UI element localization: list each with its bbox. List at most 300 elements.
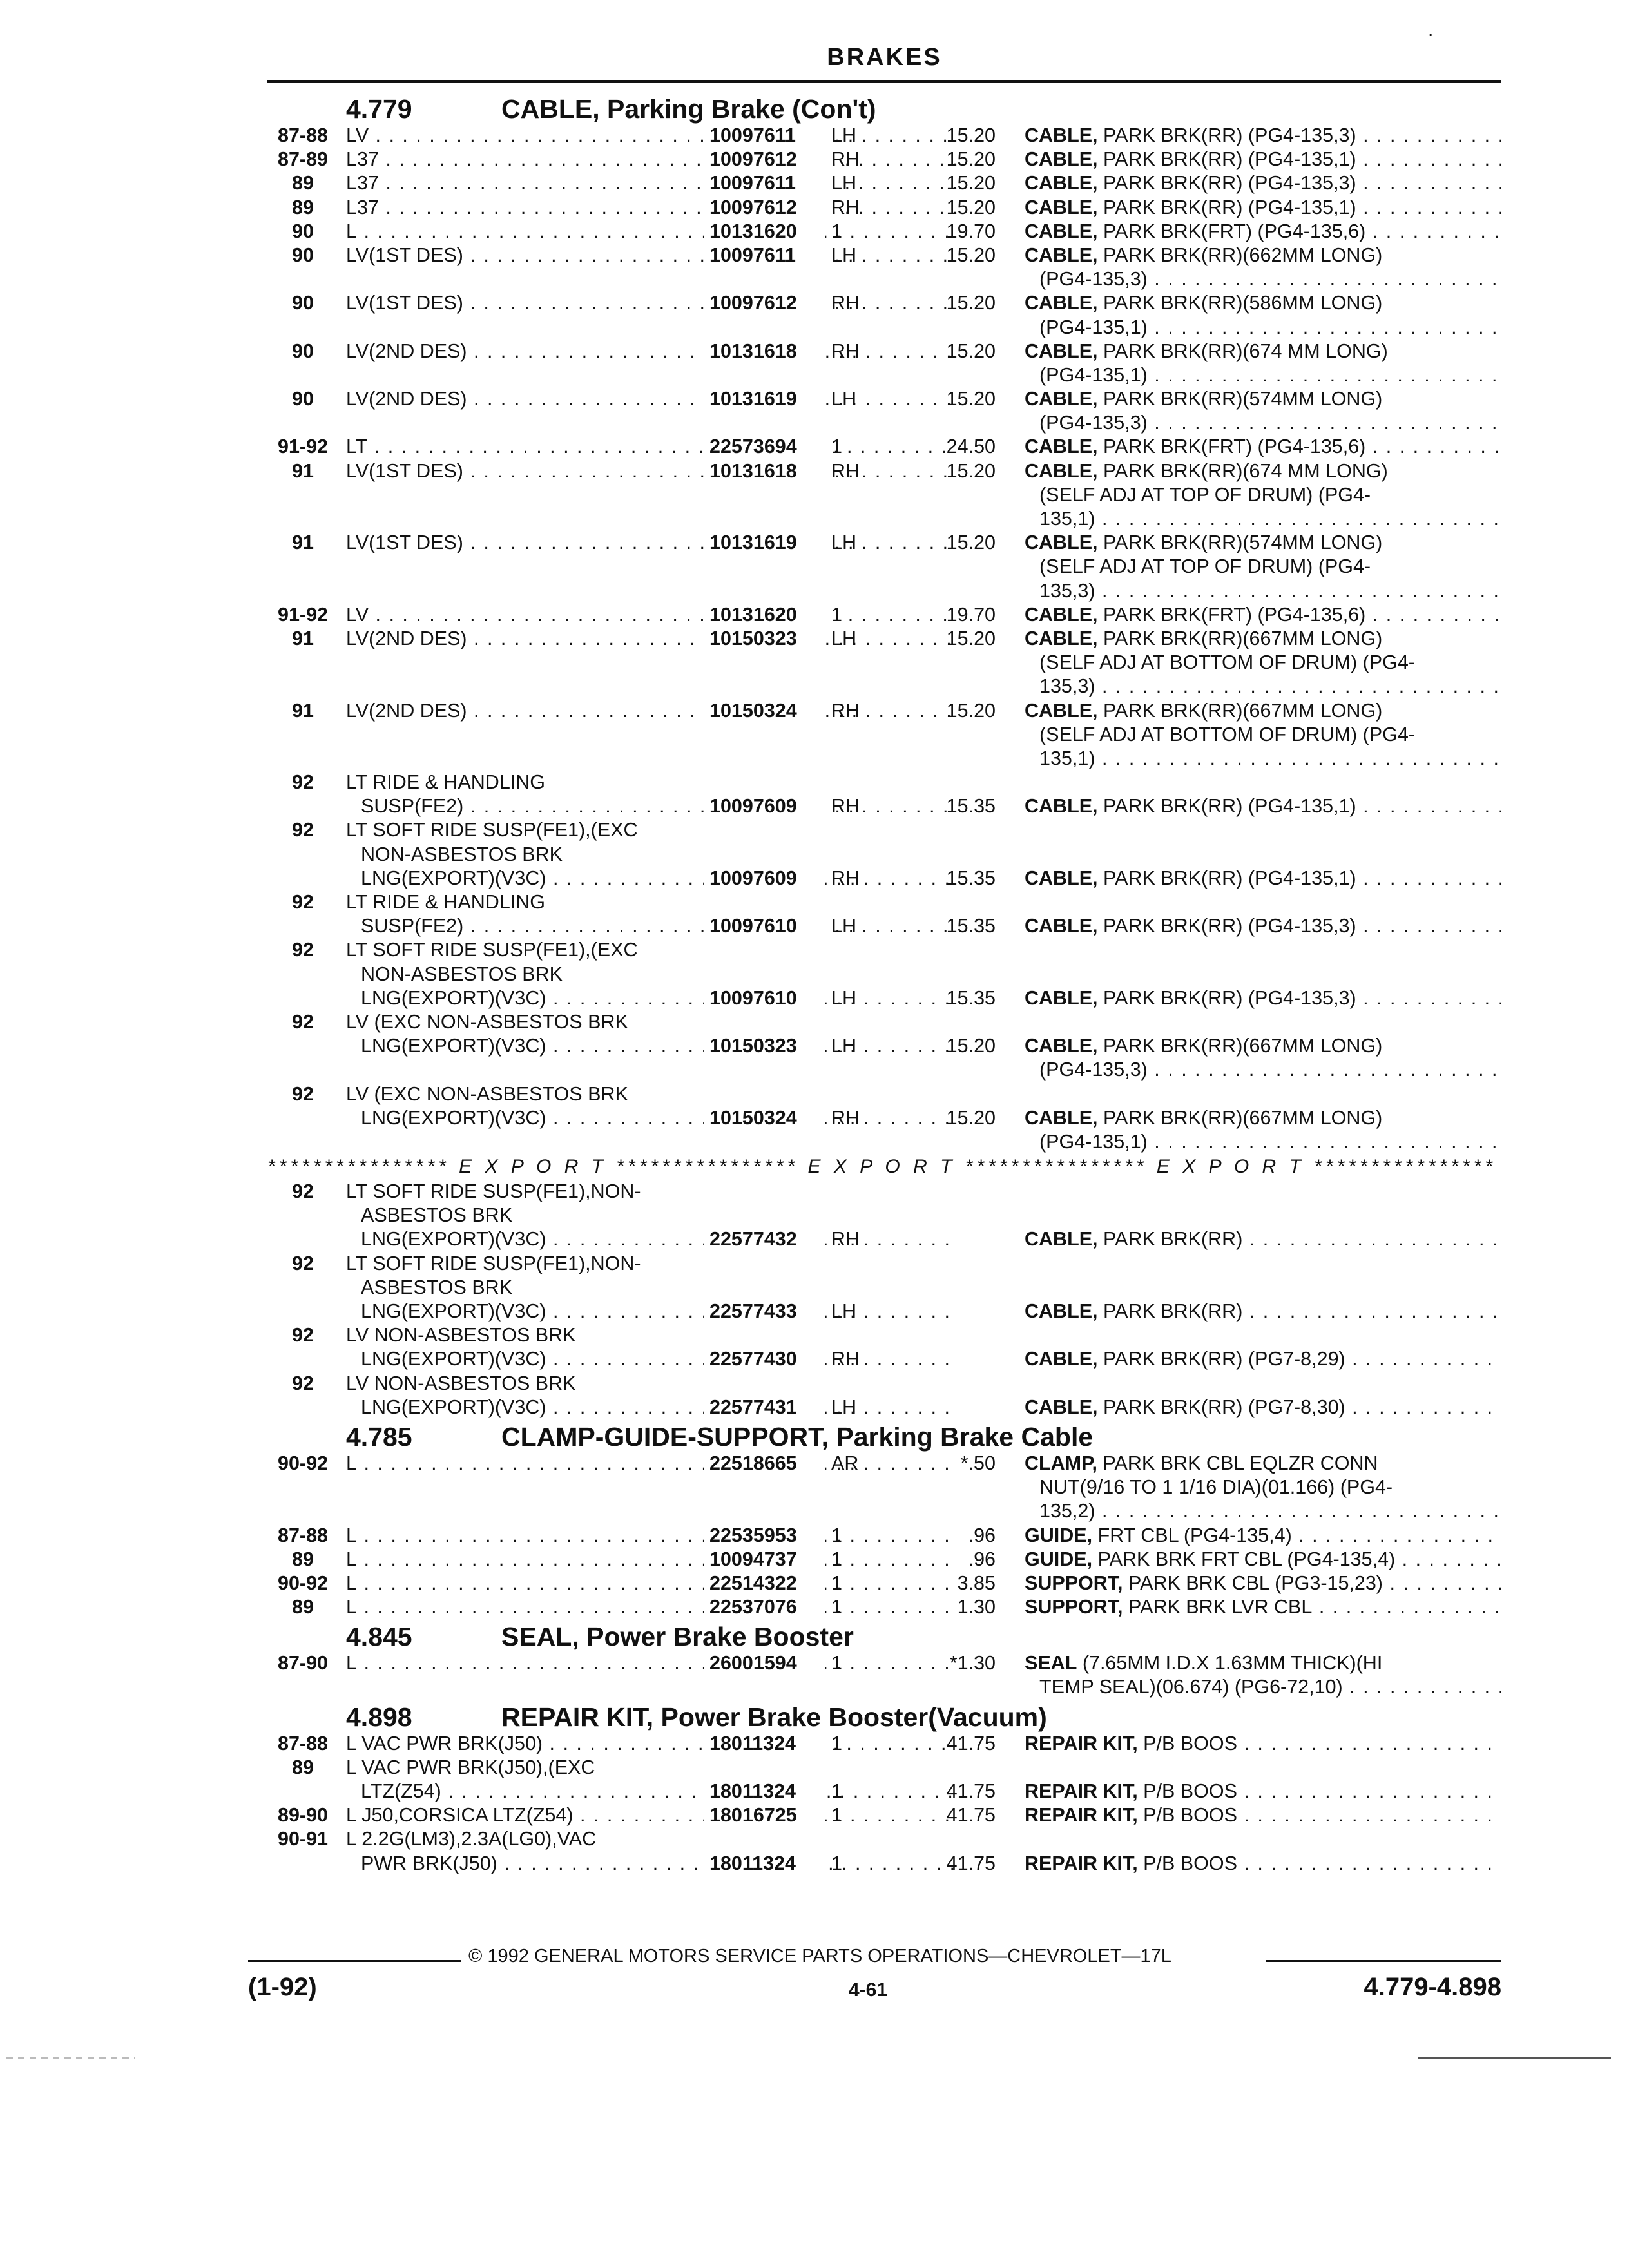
- model-description: L37 . . .: [346, 171, 956, 195]
- part-number: 22577432: [704, 1227, 825, 1251]
- part-detail: (SELF ADJ AT TOP OF DRUM) (PG4-: [1039, 483, 1371, 506]
- entry-line: [267, 555, 1501, 579]
- section-title-text: Power Brake Booster: [579, 1622, 854, 1652]
- part-detail: PARK BRK(RR) (PG4-135,1): [1103, 867, 1356, 889]
- part-entry: [267, 1595, 1501, 1619]
- model-year: 90: [292, 388, 314, 410]
- entry-line: [267, 1780, 1501, 1803]
- model-year: 90-92: [277, 1571, 328, 1594]
- part-description: [1039, 411, 1501, 435]
- entry-line: [267, 1082, 1501, 1106]
- model-description: LV(1ST DES) . . .: [346, 244, 956, 267]
- part-name: CABLE,: [1025, 1228, 1098, 1251]
- model-description: L . . .: [346, 1452, 956, 1475]
- model-description: LNG(EXPORT)(V3C) . . .: [361, 1396, 956, 1419]
- part-detail: PARK BRK(RR)(674 MM LONG): [1103, 459, 1388, 482]
- model-description: LV . . .: [346, 124, 956, 148]
- model-description: L . . .: [346, 1595, 956, 1619]
- part-detail: PARK BRK CBL EQLZR CONN: [1103, 1452, 1378, 1474]
- part-description: [1025, 1034, 1501, 1058]
- model-year: 92: [292, 819, 314, 841]
- model-description: LV(1ST DES) . . .: [346, 531, 956, 555]
- part-name: CABLE,: [1025, 867, 1098, 889]
- part-number: 22577433: [704, 1300, 825, 1323]
- quantity: RH: [831, 1228, 860, 1251]
- part-name: CABLE,: [1025, 699, 1098, 722]
- part-detail: PARK BRK(RR)(674 MM LONG): [1103, 340, 1388, 362]
- part-entry: [267, 890, 1501, 938]
- part-detail: P/B BOOS: [1143, 1852, 1237, 1874]
- model-description: LT SOFT RIDE SUSP(FE1),(EXC: [346, 819, 638, 841]
- part-detail: (7.65MM I.D.X 1.63MM THICK)(HI: [1082, 1652, 1383, 1675]
- part-description: [1025, 171, 1501, 195]
- part-detail: PARK BRK(RR) (PG4-135,1): [1103, 795, 1356, 818]
- part-description: [1025, 1595, 1501, 1619]
- part-name: SUPPORT,: [1025, 1596, 1123, 1619]
- part-name: CABLE,: [1025, 220, 1098, 242]
- model-year: 87-89: [277, 148, 328, 171]
- part-detail: P/B BOOS: [1143, 1804, 1237, 1827]
- quantity: 1: [831, 1548, 842, 1570]
- part-number: 26001594: [704, 1651, 825, 1675]
- part-description: [1039, 1475, 1501, 1499]
- part-entry: [267, 1010, 1501, 1082]
- part-description: [1039, 507, 1501, 531]
- part-detail: (PG4-135,1): [1039, 1130, 1148, 1153]
- section-title: [501, 1422, 1093, 1452]
- part-description: [1025, 627, 1501, 651]
- part-number: 10097611: [704, 171, 825, 195]
- part-description: [1025, 1300, 1501, 1323]
- part-description: [1025, 914, 1501, 938]
- model-year: 92: [292, 1180, 314, 1203]
- model-description: LV (EXC NON-ASBESTOS BRK: [346, 1010, 628, 1033]
- quantity: 1: [831, 1732, 842, 1754]
- price: 41.75: [946, 1852, 996, 1874]
- entry-line: [267, 1452, 1501, 1475]
- part-name: SEAL: [1025, 1652, 1077, 1675]
- part-number: 10150323: [704, 627, 825, 651]
- part-number: 10131619: [704, 387, 825, 411]
- quantity: LH: [831, 915, 856, 937]
- entry-line: [267, 1651, 1501, 1675]
- part-entry: [267, 1323, 1501, 1371]
- part-detail: PARK BRK(RR)(574MM LONG): [1103, 532, 1383, 554]
- part-number: 10097609: [704, 867, 825, 890]
- part-entry: [267, 699, 1501, 771]
- part-number: 18011324: [704, 1732, 825, 1756]
- quantity: LH: [831, 1396, 856, 1418]
- part-entry: [267, 291, 1501, 339]
- model-description: NON-ASBESTOS BRK: [361, 963, 563, 985]
- part-number: 22514322: [704, 1571, 825, 1595]
- model-year: 89: [292, 1756, 314, 1778]
- model-year: 92: [292, 771, 314, 794]
- model-description: L . . .: [346, 1524, 956, 1548]
- scan-mark: [1418, 2057, 1611, 2059]
- price: 15.35: [946, 795, 996, 818]
- price: 3.85: [957, 1571, 996, 1594]
- entry-line: [267, 1252, 1501, 1276]
- part-entry: [267, 124, 1501, 148]
- price: 15.20: [946, 627, 996, 649]
- part-number: 22573694: [704, 435, 825, 459]
- price: 15.20: [946, 244, 996, 266]
- model-year: 91: [292, 459, 314, 482]
- quantity: 1: [831, 436, 842, 458]
- model-description: LT SOFT RIDE SUSP(FE1),NON-: [346, 1252, 641, 1274]
- quantity: 1: [831, 1852, 842, 1874]
- part-name: CABLE,: [1025, 1106, 1098, 1129]
- entry-line: [267, 507, 1501, 531]
- part-detail: PARK BRK(RR) (PG4-135,3): [1103, 915, 1356, 937]
- entry-line: [267, 986, 1501, 1010]
- model-year: 92: [292, 1252, 314, 1274]
- part-name: CABLE,: [1025, 795, 1098, 818]
- part-number: 10097612: [704, 196, 825, 220]
- part-entry: [267, 220, 1501, 244]
- section-title: [501, 1702, 1047, 1733]
- part-detail: (PG4-135,1): [1039, 316, 1148, 338]
- part-name: GUIDE,: [1025, 1524, 1093, 1546]
- section-title-keyword: CABLE,: [501, 94, 600, 124]
- section-heading: [267, 1419, 1501, 1452]
- part-detail: (SELF ADJ AT BOTTOM OF DRUM) (PG4-: [1039, 723, 1415, 745]
- quantity: RH: [831, 1348, 860, 1370]
- price: 1.30: [957, 1596, 996, 1619]
- part-number: 18011324: [704, 1852, 825, 1876]
- part-entry: [267, 340, 1501, 387]
- part-number: 22537076: [704, 1595, 825, 1619]
- entry-line: [267, 124, 1501, 148]
- price: 15.20: [946, 532, 996, 554]
- model-description: LNG(EXPORT)(V3C) . . .: [361, 1347, 956, 1371]
- part-description: [1025, 1452, 1501, 1475]
- model-year: 91: [292, 627, 314, 649]
- part-detail: TEMP SEAL)(06.674) (PG6-72,10): [1039, 1676, 1343, 1698]
- part-name: CABLE,: [1025, 148, 1098, 171]
- price: 15.20: [946, 1035, 996, 1057]
- entry-line: [267, 1347, 1501, 1371]
- entry-line: [267, 1852, 1501, 1876]
- quantity: 1: [831, 1524, 842, 1546]
- part-description: [1039, 579, 1501, 603]
- footer-copyright-line: [248, 1946, 1501, 1972]
- part-description: [1025, 459, 1501, 483]
- price: 15.20: [946, 172, 996, 195]
- part-entry: [267, 1548, 1501, 1571]
- part-description: [1025, 435, 1501, 459]
- part-description: [1039, 555, 1501, 579]
- entry-line: [267, 267, 1501, 291]
- section-heading: [267, 1700, 1501, 1732]
- part-entry: [267, 435, 1501, 459]
- price: 15.35: [946, 915, 996, 937]
- part-entry: [267, 1756, 1501, 1803]
- part-name: CABLE,: [1025, 459, 1098, 482]
- quantity: LH: [831, 532, 856, 554]
- part-entry: [267, 1082, 1501, 1155]
- part-name: CABLE,: [1025, 1348, 1098, 1370]
- model-year: 91-92: [277, 436, 328, 458]
- model-description: L37 . . .: [346, 148, 956, 171]
- model-description: LNG(EXPORT)(V3C) . . .: [361, 1227, 956, 1251]
- section-heading: [267, 1619, 1501, 1651]
- part-description: [1039, 1675, 1501, 1699]
- entry-line: [267, 196, 1501, 220]
- part-detail: PARK BRK(RR)(662MM LONG): [1103, 244, 1383, 266]
- entry-line: [267, 363, 1501, 387]
- entry-line: [267, 627, 1501, 651]
- part-description: [1025, 1780, 1501, 1803]
- entry-line: [267, 723, 1501, 747]
- part-name: CABLE,: [1025, 1396, 1098, 1418]
- entry-line: [267, 1396, 1501, 1419]
- model-description: LV(1ST DES) . . .: [346, 291, 956, 315]
- part-detail: (SELF ADJ AT BOTTOM OF DRUM) (PG4-: [1039, 651, 1415, 674]
- part-detail: PARK BRK(RR)(586MM LONG): [1103, 292, 1383, 314]
- model-year: 92: [292, 1324, 314, 1347]
- model-description: LV(2ND DES) . . .: [346, 627, 956, 651]
- part-detail: PARK BRK(RR): [1103, 1228, 1243, 1251]
- part-entry: [267, 244, 1501, 291]
- header-rule: [267, 80, 1501, 83]
- section-title-keyword: CLAMP-GUIDE-SUPPORT,: [501, 1421, 829, 1452]
- quantity: 1: [831, 1596, 842, 1619]
- part-detail: 135,1): [1039, 508, 1095, 530]
- part-detail: PARK BRK(RR)(667MM LONG): [1103, 699, 1383, 722]
- price: 15.20: [946, 292, 996, 314]
- part-entry: [267, 459, 1501, 532]
- part-description: [1039, 651, 1501, 675]
- model-year: 87-88: [277, 124, 328, 146]
- part-entry: [267, 1252, 1501, 1324]
- section-number: 4.785: [346, 1421, 412, 1452]
- part-entry: [267, 148, 1501, 171]
- model-description: NON-ASBESTOS BRK: [361, 843, 563, 865]
- model-year: 89: [292, 172, 314, 195]
- price: *.50: [960, 1452, 996, 1474]
- entry-line: [267, 291, 1501, 315]
- entry-line: [267, 244, 1501, 267]
- entry-line: [267, 1548, 1501, 1571]
- section-number: 4.845: [346, 1622, 412, 1652]
- section-title: [501, 1622, 854, 1652]
- quantity: RH: [831, 292, 860, 314]
- quantity: RH: [831, 148, 860, 171]
- section-number: 4.779: [346, 94, 412, 124]
- price: 15.35: [946, 986, 996, 1009]
- entry-line: [267, 1010, 1501, 1034]
- price: 15.20: [946, 459, 996, 482]
- model-year: 92: [292, 1082, 314, 1105]
- model-description: LNG(EXPORT)(V3C) . . .: [361, 1034, 956, 1058]
- model-description: L J50,CORSICA LTZ(Z54) . . .: [346, 1803, 956, 1827]
- part-description: [1025, 220, 1501, 244]
- model-description: L VAC PWR BRK(J50),(EXC: [346, 1756, 595, 1778]
- quantity: AR: [831, 1452, 859, 1474]
- part-detail: (PG4-135,1): [1039, 363, 1148, 386]
- part-description: [1025, 699, 1501, 723]
- entry-line: [267, 579, 1501, 603]
- entry-line: [267, 1204, 1501, 1227]
- model-description: LT SOFT RIDE SUSP(FE1),(EXC: [346, 939, 638, 961]
- part-entry: [267, 387, 1501, 435]
- section-number: 4.898: [346, 1702, 412, 1732]
- part-detail: PARK BRK(RR)(667MM LONG): [1103, 1106, 1383, 1129]
- page-header-title: BRAKES: [827, 44, 942, 71]
- part-entry: [267, 1651, 1501, 1699]
- part-description: [1039, 363, 1501, 387]
- part-name: REPAIR KIT,: [1025, 1732, 1138, 1754]
- price: 15.20: [946, 196, 996, 218]
- quantity: LH: [831, 244, 856, 266]
- part-entry: [267, 1372, 1501, 1419]
- part-entry: [267, 1524, 1501, 1548]
- part-detail: PARK BRK(RR) (PG4-135,3): [1103, 124, 1356, 146]
- part-number: 10097611: [704, 124, 825, 148]
- quantity: RH: [831, 459, 860, 482]
- model-year: 91: [292, 699, 314, 722]
- part-name: CABLE,: [1025, 1300, 1098, 1322]
- part-name: REPAIR KIT,: [1025, 1804, 1138, 1827]
- entry-line: [267, 1372, 1501, 1396]
- entry-line: [267, 459, 1501, 483]
- model-description: LT RIDE & HANDLING: [346, 771, 546, 794]
- quantity: LH: [831, 388, 856, 410]
- part-detail: NUT(9/16 TO 1 1/16 DIA)(01.166) (PG4-: [1039, 1476, 1393, 1499]
- model-description: LV NON-ASBESTOS BRK: [346, 1372, 576, 1394]
- part-number: 22535953: [704, 1524, 825, 1548]
- part-detail: (SELF ADJ AT TOP OF DRUM) (PG4-: [1039, 555, 1371, 578]
- part-detail: 135,3): [1039, 579, 1095, 602]
- entry-line: [267, 1034, 1501, 1058]
- part-detail: (PG4-135,3): [1039, 412, 1148, 434]
- part-description: [1025, 1524, 1501, 1548]
- entry-line: [267, 867, 1501, 890]
- model-description: LNG(EXPORT)(V3C) . . .: [361, 867, 956, 890]
- part-number: 10097610: [704, 914, 825, 938]
- entry-line: [267, 699, 1501, 723]
- part-detail: PARK BRK LVR CBL: [1128, 1596, 1313, 1619]
- entry-line: [267, 316, 1501, 340]
- part-detail: PARK BRK(RR) (PG4-135,1): [1103, 196, 1356, 218]
- quantity: LH: [831, 172, 856, 195]
- part-number: 18011324: [704, 1780, 825, 1803]
- model-year: 92: [292, 939, 314, 961]
- entry-line: [267, 1475, 1501, 1499]
- entry-line: [267, 220, 1501, 244]
- part-detail: (PG4-135,3): [1039, 1059, 1148, 1081]
- part-number: 22577431: [704, 1396, 825, 1419]
- part-number: 10131620: [704, 603, 825, 627]
- part-detail: 135,2): [1039, 1500, 1095, 1523]
- price: 24.50: [946, 436, 996, 458]
- model-description: LV (EXC NON-ASBESTOS BRK: [346, 1082, 628, 1105]
- part-detail: P/B BOOS: [1143, 1780, 1237, 1802]
- part-detail: PARK BRK(RR) (PG4-135,3): [1103, 172, 1356, 195]
- entry-line: [267, 747, 1501, 771]
- entry-line: [267, 1106, 1501, 1130]
- part-detail: PARK BRK FRT CBL (PG4-135,4): [1097, 1548, 1396, 1570]
- entry-line: [267, 1130, 1501, 1154]
- part-entry: [267, 818, 1501, 890]
- part-name: CABLE,: [1025, 436, 1098, 458]
- model-description: LNG(EXPORT)(V3C) . . .: [361, 986, 956, 1010]
- model-description: ASBESTOS BRK: [361, 1204, 513, 1227]
- model-year: 92: [292, 1010, 314, 1033]
- part-description: [1025, 1803, 1501, 1827]
- part-description: [1039, 723, 1501, 747]
- entry-line: [267, 651, 1501, 675]
- part-name: CABLE,: [1025, 603, 1098, 626]
- part-entry: [267, 1180, 1501, 1252]
- footer-page-number: 4-61: [849, 1979, 888, 2001]
- part-description: [1025, 291, 1501, 315]
- model-description: L VAC PWR BRK(J50) . . .: [346, 1732, 956, 1756]
- price: 19.70: [946, 603, 996, 626]
- quantity: 1: [831, 1571, 842, 1594]
- model-description: LT . . .: [346, 435, 956, 459]
- part-description: [1039, 1499, 1501, 1523]
- part-entry: [267, 531, 1501, 603]
- part-description: [1025, 387, 1501, 411]
- quantity: RH: [831, 1106, 860, 1129]
- part-name: CABLE,: [1025, 915, 1098, 937]
- quantity: RH: [831, 340, 860, 362]
- model-description: L . . .: [346, 1571, 956, 1595]
- model-description: PWR BRK(J50) . . .: [361, 1852, 956, 1876]
- part-number: 18016725: [704, 1803, 825, 1827]
- part-name: CABLE,: [1025, 986, 1098, 1009]
- part-entry: [267, 627, 1501, 699]
- section-title: [501, 94, 876, 124]
- part-number: 22577430: [704, 1347, 825, 1371]
- price: 15.20: [946, 1106, 996, 1129]
- quantity: 1: [831, 1780, 842, 1802]
- model-year: 89-90: [277, 1804, 328, 1827]
- quantity: RH: [831, 196, 860, 218]
- entry-line: [267, 794, 1501, 818]
- part-description: [1025, 1396, 1501, 1419]
- part-entry: [267, 1452, 1501, 1524]
- entry-line: [267, 890, 1501, 914]
- quantity: LH: [831, 986, 856, 1009]
- entry-line: [267, 1571, 1501, 1595]
- part-name: CABLE,: [1025, 388, 1098, 410]
- model-description: L . . .: [346, 220, 956, 244]
- entry-line: [267, 914, 1501, 938]
- footer-rule-right: [1266, 1960, 1501, 1962]
- part-name: CABLE,: [1025, 532, 1098, 554]
- entry-line: [267, 1180, 1501, 1204]
- entry-line: [267, 771, 1501, 794]
- section-title-text: Power Brake Booster(Vacuum): [653, 1702, 1047, 1732]
- part-detail: PARK BRK(RR) (PG7-8,30): [1103, 1396, 1345, 1418]
- section-title-keyword: REPAIR KIT,: [501, 1702, 654, 1732]
- part-entry: [267, 196, 1501, 220]
- model-year: 90: [292, 292, 314, 314]
- part-name: REPAIR KIT,: [1025, 1852, 1138, 1874]
- quantity: 1: [831, 220, 842, 242]
- price: .96: [968, 1548, 996, 1570]
- part-detail: PARK BRK(RR)(667MM LONG): [1103, 627, 1383, 649]
- part-description: [1025, 244, 1501, 267]
- part-entry: [267, 1827, 1501, 1875]
- quantity: RH: [831, 795, 860, 818]
- entry-line: [267, 340, 1501, 363]
- part-number: 10150324: [704, 1106, 825, 1130]
